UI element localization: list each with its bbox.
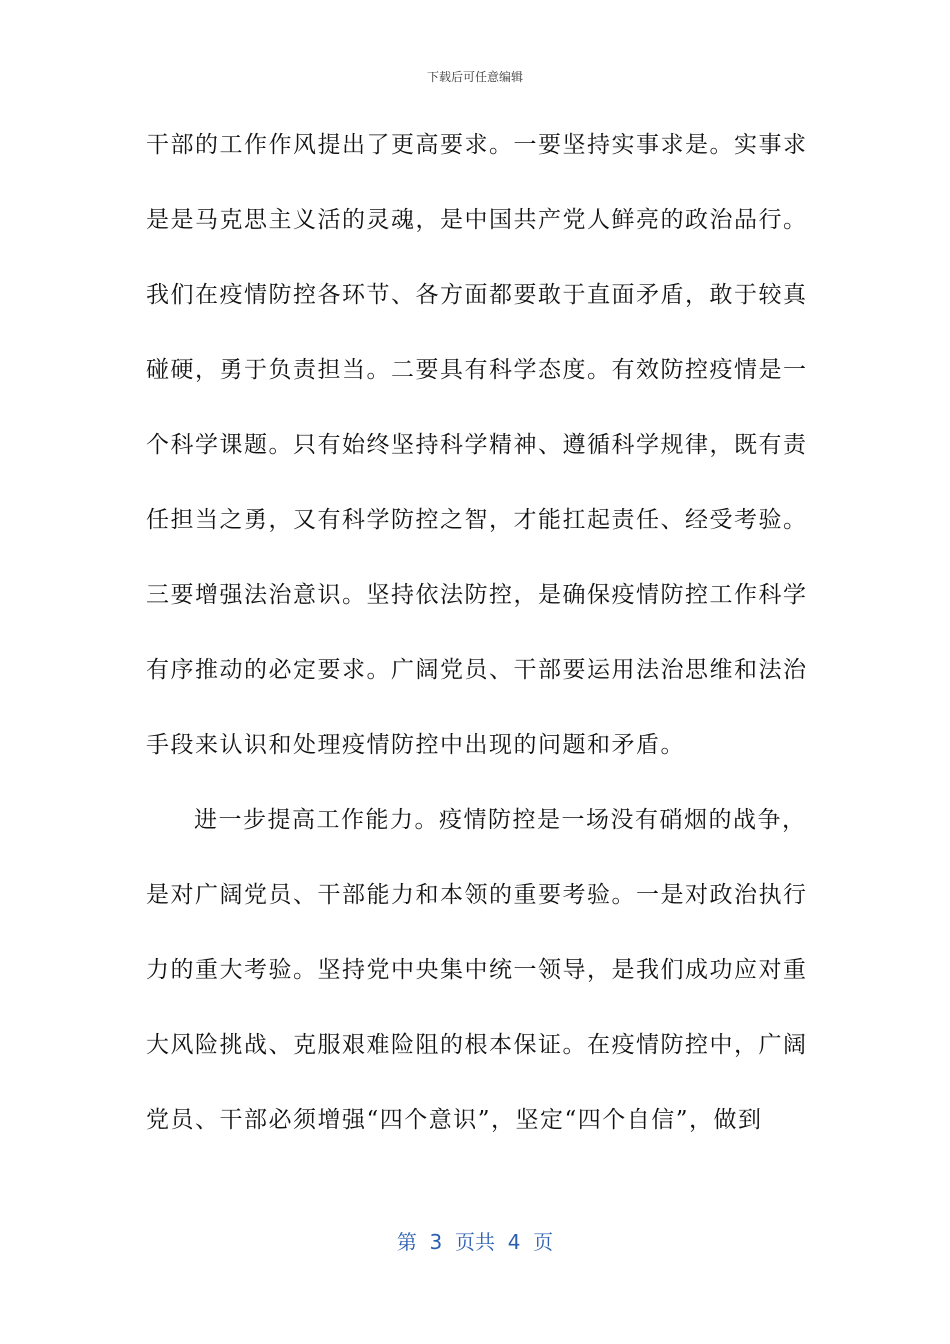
- body-line: 党员、干部必须增强“四个意识”，坚定“四个自信”，做到: [146, 1107, 763, 1133]
- body-line: 碰硬，勇于负责担当。二要具有科学态度。有效防控疫情是一: [146, 357, 808, 383]
- body-line: 有序推动的必定要求。广阔党员、干部要运用法治思维和法治: [146, 657, 808, 683]
- body-line: 三要增强法治意识。坚持依法防控，是确保疫情防控工作科学: [146, 582, 808, 608]
- body-line: 是是马克思主义活的灵魂，是中国共产党人鲜亮的政治品行。: [146, 207, 808, 233]
- body-line: 我们在疫情防控各环节、各方面都要敢于直面矛盾，敢于较真: [146, 282, 808, 308]
- page-header: 下载后可任意编辑: [426, 70, 523, 84]
- page-number-footer: 第 3 页共 4 页: [396, 1230, 554, 1254]
- body-line: 手段来认识和处理疫情防控中出现的问题和矛盾。: [146, 732, 685, 758]
- body-line: 个科学课题。只有始终坚持科学精神、遵循科学规律，既有责: [146, 432, 808, 458]
- body-line: 力的重大考验。坚持党中央集中统一领导，是我们成功应对重: [146, 957, 808, 983]
- body-line: 干部的工作作风提出了更高要求。一要坚持实事求是。实事求: [146, 132, 808, 158]
- body-line: 是对广阔党员、干部能力和本领的重要考验。一是对政治执行: [146, 882, 808, 908]
- paragraph-start-line: 进一步提高工作能力。疫情防控是一场没有硝烟的战争，: [194, 807, 807, 833]
- body-line: 大风险挑战、克服艰难险阻的根本保证。在疫情防控中，广阔: [146, 1032, 808, 1058]
- body-line: 任担当之勇，又有科学防控之智，才能扛起责任、经受考验。: [146, 507, 808, 533]
- document-body: [146, 120, 806, 1170]
